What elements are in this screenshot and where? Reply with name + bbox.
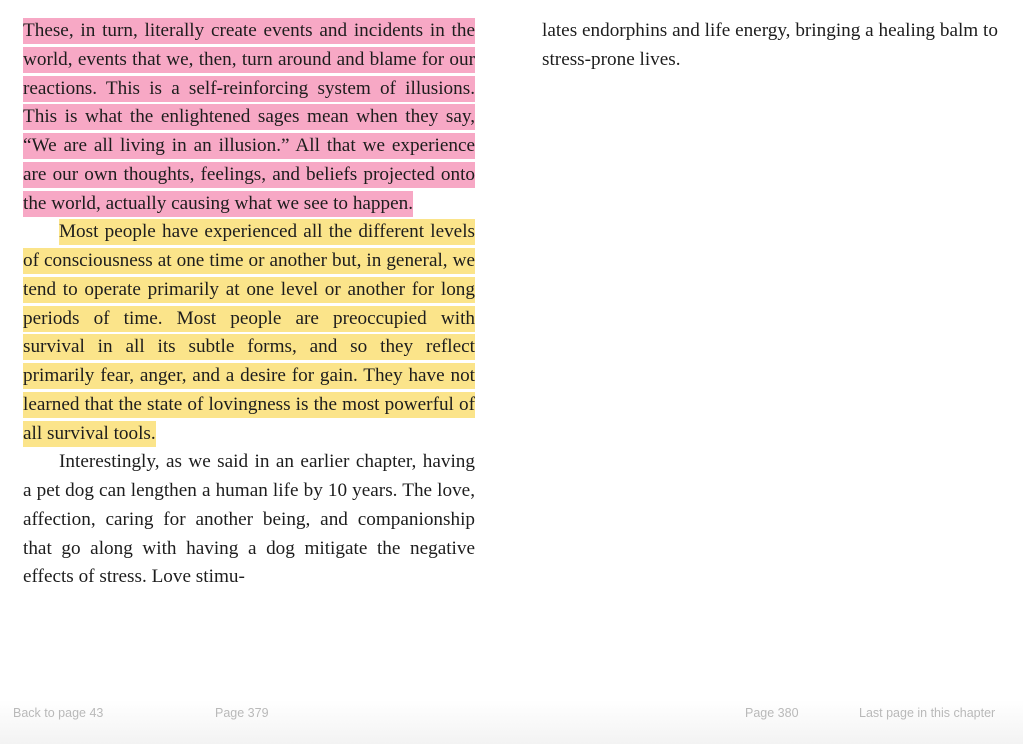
page-footer <box>0 700 1023 744</box>
chapter-status-label: Last page in this chapter <box>859 706 996 720</box>
right-page <box>542 17 998 75</box>
left-page-paragraph-2 <box>23 218 475 448</box>
left-page-paragraph-3: Interestingly, as we said in an earlier chapter, having a pet dog can lengthen a human life by 10 years. The love, affection, caring for another being, and companionship that go along with having a dog mitigate the negative effects of stress. Love stimu- <box>23 451 475 588</box>
right-page-paragraph-1: lates endorphins and life energy, bringing a healing balm to stress-prone lives. <box>542 20 998 70</box>
pink-highlight[interactable]: These, in turn, literally create events and incidents in the world, events that we, then, turn around and blame for our reactions. This is a self-reinforcing system of illusions. This is what the enlightened sages mean when they say, “We are all living in an illusion.” All that we experience are our own thoughts, feelings, and beliefs projected onto the world, actually causing what we see to happen. <box>23 18 475 217</box>
yellow-highlight[interactable]: Most people have experienced all the different levels of consciousness at one time or another but, in general, we tend to operate primarily at one level or another for long periods of time. Most people are preoccupied with survival in all its subtle forms, and so they reflect primarily fear, anger, and a desire for gain. They have not learned that the state of lovingness is the most powerful of all survival tools. <box>23 219 475 446</box>
left-page-paragraph-1 <box>23 17 475 218</box>
right-page-number: Page 380 <box>745 706 799 720</box>
back-to-page-link[interactable]: Back to page 43 <box>13 706 104 720</box>
left-page-number: Page 379 <box>215 706 269 720</box>
left-page <box>23 17 475 592</box>
